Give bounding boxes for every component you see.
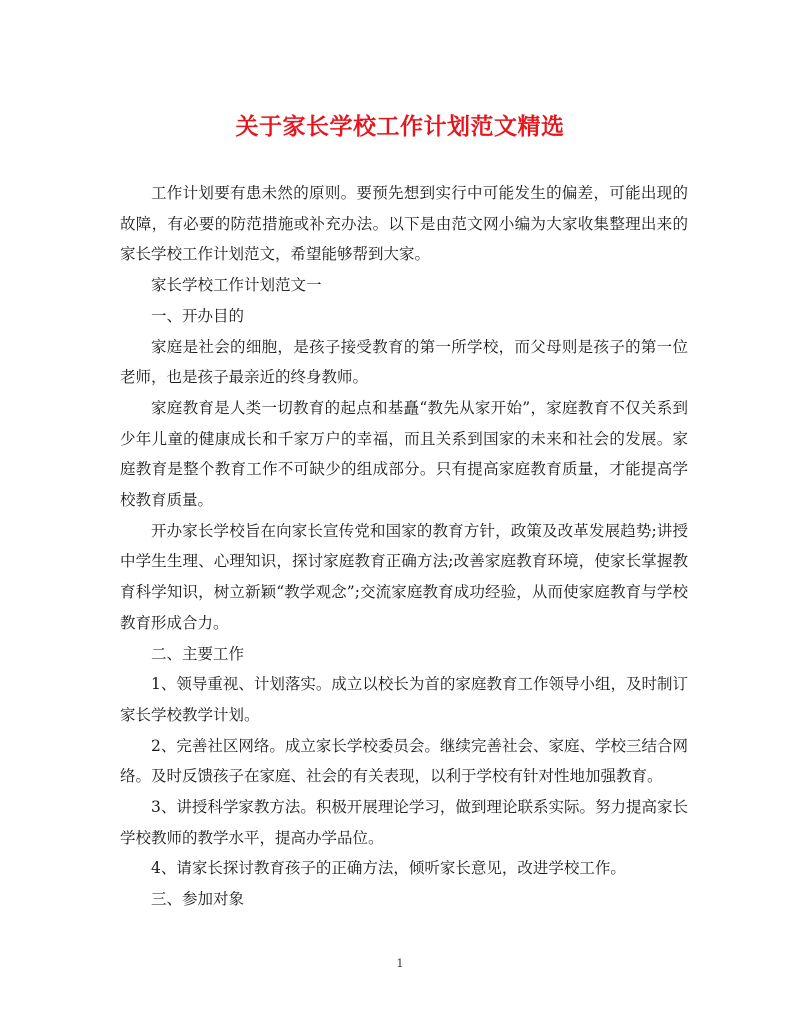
list-item: 4、请家长探讨教育孩子的正确方法，倾听家长意见，改进学校工作。 [151,859,626,878]
page-number: 1 [396,957,404,970]
section-heading-main-work: 二、主要工作 [151,644,245,663]
section-heading-purpose: 一、开办目的 [151,306,245,325]
section-heading-sample-one: 家长学校工作计划范文一 [151,276,322,295]
body-paragraph: 家庭教育是人类一切教育的起点和基矗“教先从家开始”，家庭教育不仅关系到少年儿童的健康成长和千家万户的幸福，而且关系到国家的未来和社会的发展。家庭教育是整个教育工作不可缺少的组成部分。只有提高家庭教育质量，才能提高学校教育质量。 [120,398,688,510]
document-title: 关于家长学校工作计划范文精选 [235,113,565,140]
list-item: 3、讲授科学家教方法。积极开展理论学习，做到理论联系实际。努力提高家长学校教师的教学水平，提高办学品位。 [120,798,688,847]
document-body [120,178,688,915]
section-heading-participants: 三、参加对象 [151,890,245,909]
intro-paragraph: 工作计划要有患未然的原则。要预先想到实行中可能发生的偏差，可能出现的故障，有必要的防范措施或补充办法。以下是由范文网小编为大家收集整理出来的家长学校工作计划范文，希望能够帮到大家。 [120,184,688,264]
list-item: 1、领导重视、计划落实。成立以校长为首的家庭教育工作领导小组，及时制订家长学校教学计划。 [120,675,688,724]
body-paragraph: 开办家长学校旨在向家长宣传党和国家的教育方针，政策及改革发展趋势;讲授中学生生理、心理知识，探讨家庭教育正确方法;改善家庭教育环境，使家长掌握教育科学知识，树立新颖“教学观念”;交流家庭教育成功经验，从而使家庭教育与学校教育形成合力。 [120,521,688,632]
list-item: 2、完善社区网络。成立家长学校委员会。继续完善社会、家庭、学校三结合网络。及时反馈孩子在家庭、社会的有关表现，以利于学校有针对性地加强教育。 [120,736,688,786]
body-paragraph: 家庭是社会的细胞，是孩子接受教育的第一所学校，而父母则是孩子的第一位老师，也是孩子最亲近的终身教师。 [120,337,688,387]
